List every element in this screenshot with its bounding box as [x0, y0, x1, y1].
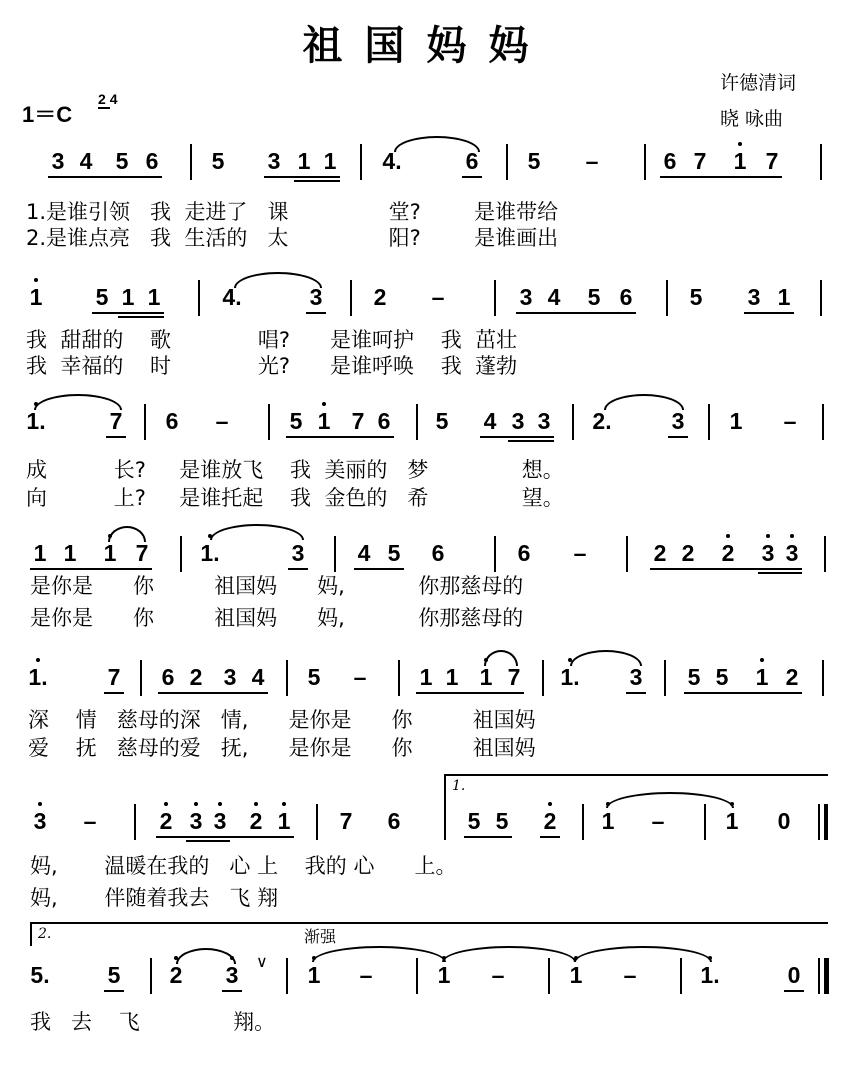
lyric-r2-v2: 我 幸福的 时 光? 是谁呼唤 我 蓬勃 [26, 354, 518, 378]
lyric-r3-v2: 向 上? 是谁托起 我 金色的 希 望。 [26, 486, 564, 510]
lyric-r1-v1: 1.是谁引领 我 走进了 课 堂? 是谁带给 [26, 200, 559, 224]
lyric-r3-v1: 成 长? 是谁放飞 我 美丽的 梦 想。 [26, 458, 564, 482]
lyric-r5-v1: 深 情 慈母的深 情, 是你是 你 祖国妈 [28, 708, 536, 732]
time-signature [98, 92, 117, 106]
lyric-r5-v2: 爱 抚 慈母的爱 抚, 是你是 你 祖国妈 [28, 736, 536, 760]
lyric-r6-v1: 妈, 温暖在我的 心 上 我的 心 上。 [30, 854, 457, 878]
volta-2-label: 2. [38, 926, 52, 942]
lyric-r2-v1: 我 甜甜的 歌 唱? 是谁呵护 我 茁壮 [26, 328, 518, 352]
lyric-r1-v2: 2.是谁点亮 我 生活的 太 阳? 是谁画出 [26, 226, 559, 250]
meter-bottom: 4 [109, 91, 118, 107]
composer: 晓 咏曲 [720, 108, 784, 130]
breath-mark: ∨ [256, 952, 268, 971]
volta-1-label: 1. [452, 778, 466, 794]
song-title: 祖国妈妈 [302, 22, 551, 69]
key-signature: 1＝C [22, 102, 73, 127]
lyric-r7: 我 去 飞 翔。 [30, 1010, 276, 1034]
crescendo-mark: 渐强 [304, 927, 337, 946]
lyric-r4-v2: 是你是 你 祖国妈 妈, 你那慈母的 [30, 606, 524, 630]
meter-top: 2 [98, 91, 106, 107]
lyric-r4-v1: 是你是 你 祖国妈 妈, 你那慈母的 [30, 574, 524, 598]
lyric-r6-v2: 妈, 伴随着我去 飞 翔 [30, 886, 279, 910]
lyricist: 许德清词 [720, 72, 797, 94]
